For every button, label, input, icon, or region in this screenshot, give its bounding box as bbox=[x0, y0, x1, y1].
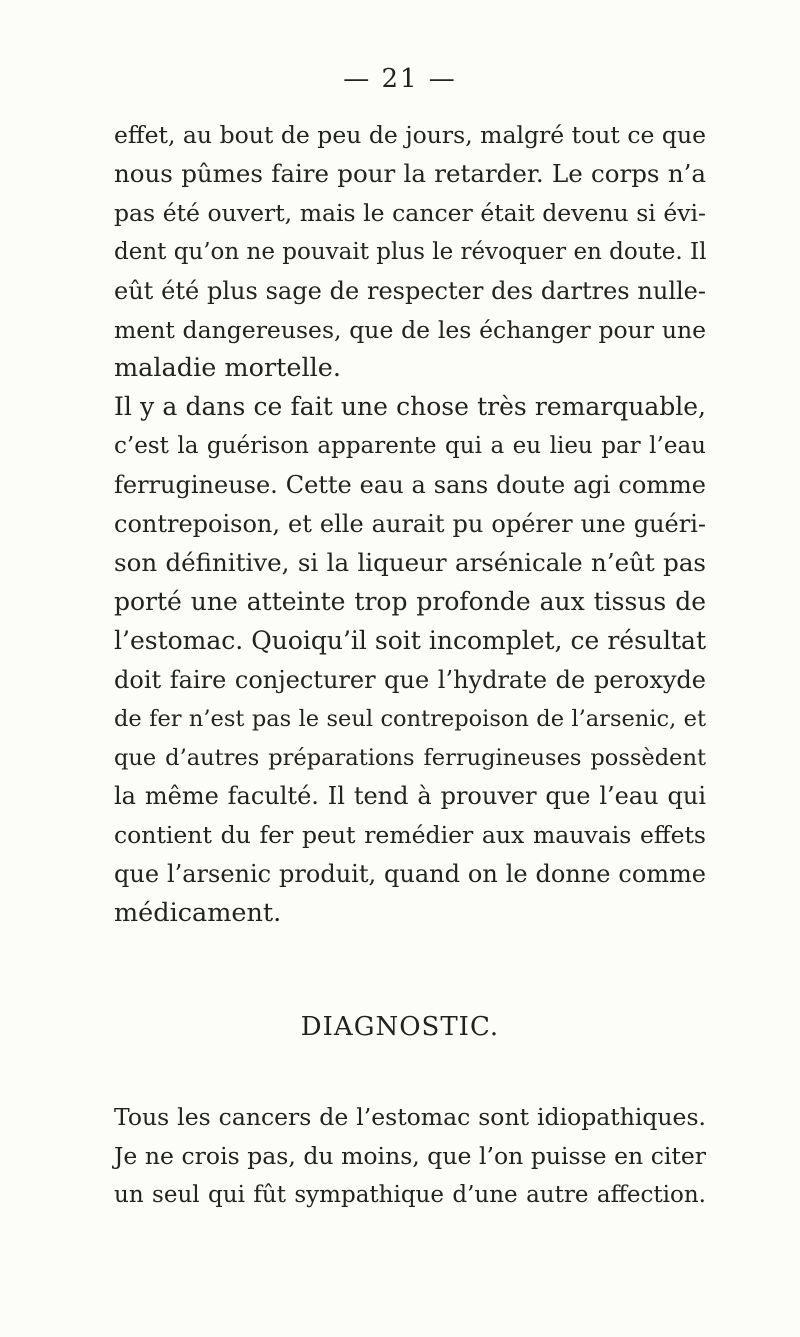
text-line: un seul qui fût sympathique d’une autre affection. bbox=[114, 1181, 706, 1208]
paragraph-2 bbox=[114, 388, 706, 933]
text-line: porté une atteinte trop profonde aux tissus de bbox=[114, 586, 706, 616]
text-line: l’estomac. Quoiqu’il soit incomplet, ce résultat bbox=[114, 625, 706, 655]
text-line: que l’arsenic produit, quand on le donne comme bbox=[114, 860, 706, 889]
text-line: effet, au bout de peu de jours, malgré tout ce que bbox=[114, 121, 706, 149]
text-line: Il y a dans ce fait une chose très remarquable, bbox=[114, 392, 706, 422]
page-number: — 21 — bbox=[343, 64, 457, 94]
body-text bbox=[114, 116, 706, 933]
text-line: nous pûmes faire pour la retarder. Le corps n’a bbox=[114, 158, 706, 188]
section-paragraph bbox=[114, 1098, 706, 1215]
paragraph-1 bbox=[114, 116, 706, 388]
text-line: dent qu’on ne pouvait plus le révoquer en doute. Il bbox=[114, 238, 707, 265]
text-line: c’est la guérison apparente qui a eu lieu par l’eau bbox=[114, 433, 706, 460]
text-line: contient du fer peut remédier aux mauvais effets bbox=[114, 821, 706, 850]
text-line: Tous les cancers de l’estomac sont idiopathiques. bbox=[114, 1103, 706, 1131]
text-line: la même faculté. Il tend à prouver que l’eau qui bbox=[114, 782, 706, 811]
text-line: ferrugineuse. Cette eau a sans doute agi comme bbox=[114, 471, 706, 500]
text-line: pas été ouvert, mais le cancer était devenu si évi- bbox=[114, 198, 706, 227]
text-line: eût été plus sage de respecter des dartres nulle- bbox=[114, 276, 706, 305]
text-line: que d’autres préparations ferrugineuses possèdent bbox=[114, 744, 706, 771]
text-line: ment dangereuses, que de les échanger pour une bbox=[114, 315, 706, 344]
section-heading: DIAGNOSTIC. bbox=[300, 1012, 500, 1042]
text-line: contrepoison, et elle aurait pu opérer une guéri- bbox=[114, 510, 706, 539]
text-line: médicament. bbox=[114, 898, 282, 929]
text-line: son définitive, si la liqueur arsénicale n’eût pas bbox=[114, 547, 706, 577]
text-line: maladie mortelle. bbox=[114, 353, 341, 384]
text-line: doit faire conjecturer que l’hydrate de peroxyde bbox=[114, 665, 706, 694]
text-line: Je ne crois pas, du moins, que l’on puisse en citer bbox=[114, 1141, 706, 1170]
text-line: de fer n’est pas le seul contrepoison de l’arsenic, et bbox=[114, 705, 706, 732]
